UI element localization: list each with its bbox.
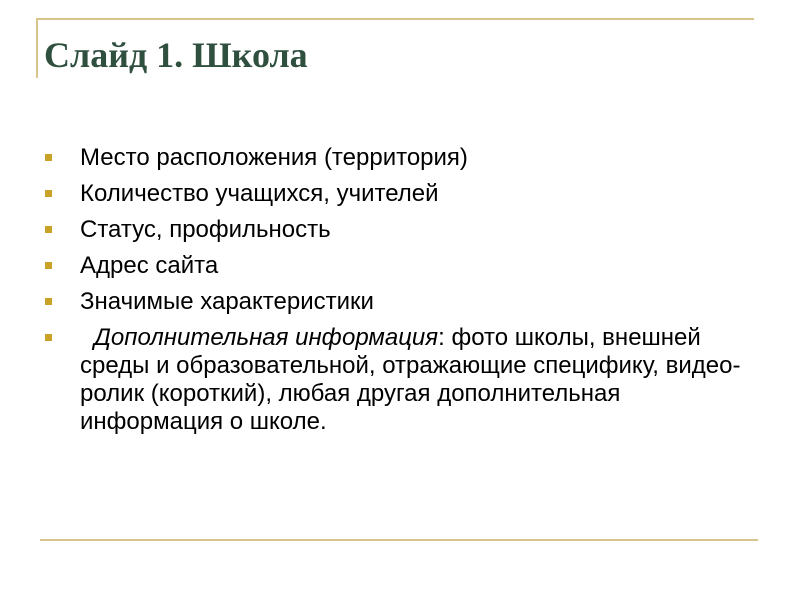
bullet-text: Адрес сайта [80, 252, 219, 279]
square-bullet-icon [45, 334, 52, 341]
bullet-item-website [44, 252, 744, 280]
left-accent-line [36, 18, 38, 78]
bullet-item-additional-info [44, 324, 744, 436]
bullet-item-location [44, 144, 744, 172]
bullet-text [80, 324, 740, 435]
bullet-text: Количество учащихся, учителей [80, 180, 439, 207]
bullet-text: Статус, профильность [80, 216, 331, 243]
bottom-divider-line [40, 539, 758, 541]
slide-title: Слайд 1. Школа [44, 35, 308, 75]
bullet-list [44, 144, 744, 444]
bullet-emphasis: Дополнительная информация [94, 324, 439, 351]
square-bullet-icon [45, 262, 52, 269]
square-bullet-icon [45, 298, 52, 305]
square-bullet-icon [45, 190, 52, 197]
square-bullet-icon [45, 226, 52, 233]
bullet-text: Место расположения (территория) [80, 144, 468, 171]
bullet-item-people-count [44, 180, 744, 208]
bullet-continuation: : фото школы, внешней среды и образовательной, отражающие специфику, видео-ролик (короткий), любая другая дополнительная информация о школе. [80, 324, 741, 435]
bullet-item-characteristics [44, 288, 744, 316]
top-divider-line [36, 18, 754, 20]
bullet-text: Значимые характеристики [80, 288, 374, 315]
bullet-item-status [44, 216, 744, 244]
square-bullet-icon [45, 154, 52, 161]
